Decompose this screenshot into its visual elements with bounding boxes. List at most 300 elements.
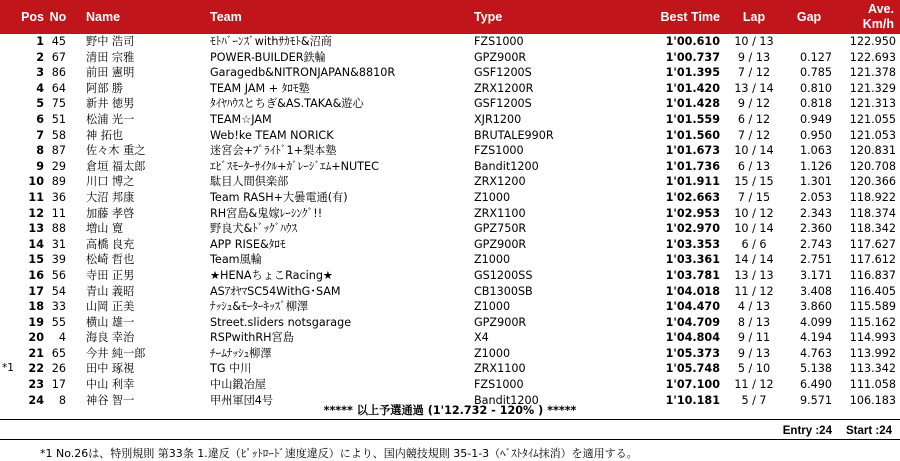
cell-no (44, 299, 72, 315)
cell-gap-text: 3.860 (799, 300, 832, 314)
cell-best (632, 159, 724, 175)
cell-best-text: 1'02.970 (665, 222, 720, 236)
cell-team (208, 377, 472, 393)
cell-gap-text: 5.138 (799, 362, 832, 376)
cell-best-text: 1'01.395 (665, 66, 720, 80)
cell-gap-text: 4.099 (799, 315, 832, 329)
cell-team-text: Street.sliders notsgarage (210, 315, 352, 329)
cell-name (72, 268, 208, 284)
cell-lap-text: 7 / 15 (737, 190, 771, 204)
cell-team-text: ｴﾋﾞｽﾓｰﾀｰｻｲｸﾙ+ｶﾞﾚｰｼﾞｴﾑ+NUTEC (210, 159, 379, 173)
cell-team-text: TEAM☆JAM (210, 112, 272, 126)
cell-best-text: 1'05.748 (665, 362, 720, 376)
cell-type-text: GPZ900R (474, 315, 527, 329)
cell-best (632, 315, 724, 331)
cell-team (208, 112, 472, 128)
cell-pos-text: 14 (28, 237, 44, 251)
cell-lap-text: 9 / 11 (737, 331, 771, 345)
cell-lap (724, 346, 784, 362)
cell-no-text: 54 (51, 284, 66, 298)
cell-gap (784, 159, 834, 175)
cell-team (208, 96, 472, 112)
table-row (0, 96, 900, 112)
cell-pos (0, 128, 44, 144)
cell-gap-text: 2.751 (799, 253, 832, 267)
cell-type (472, 50, 632, 66)
cell-pos-text: 9 (36, 159, 44, 173)
cell-no (44, 34, 72, 50)
cell-gap-text: 9.571 (799, 393, 832, 407)
cell-no (44, 50, 72, 66)
cell-pos (0, 315, 44, 331)
cell-ave (834, 268, 900, 284)
cell-pos (0, 206, 44, 222)
cell-best (632, 81, 724, 97)
cell-gap (784, 65, 834, 81)
cell-ave-text: 115.589 (849, 300, 896, 314)
cell-lap-text: 9 / 13 (737, 346, 771, 360)
table-row (0, 237, 900, 253)
cell-ave (834, 159, 900, 175)
col-header-ave-line2: Km/h (862, 17, 894, 31)
cell-type-text: GSF1200S (474, 66, 532, 80)
cell-best-text: 1'04.470 (665, 300, 720, 314)
cell-no (44, 65, 72, 81)
cell-type-text: Bandit1200 (474, 159, 539, 173)
cell-gap (784, 143, 834, 159)
cell-type-text: Z1000 (474, 190, 511, 204)
col-header-name: Name (72, 0, 208, 34)
cell-ave (834, 221, 900, 237)
cell-type (472, 65, 632, 81)
cell-type-text: Z1000 (474, 300, 511, 314)
cell-team-text: ﾅｯｼｭ&ﾓｰﾀｰｷｯｽﾞ柳澤 (210, 300, 309, 314)
cell-name-text: 川口 博之 (86, 175, 135, 189)
cell-no-text: 58 (51, 128, 66, 142)
cell-gap-text: 4.763 (799, 346, 832, 360)
cell-gap (784, 268, 834, 284)
table-row (0, 65, 900, 81)
table-row (0, 81, 900, 97)
cell-ave (834, 206, 900, 222)
cell-best (632, 34, 724, 50)
cell-no-text: 87 (51, 144, 66, 158)
table-row (0, 159, 900, 175)
cell-pos-text: 15 (28, 253, 44, 267)
cell-pos (0, 81, 44, 97)
cell-best-text: 1'04.804 (665, 331, 720, 345)
cell-ave-text: 106.183 (849, 393, 896, 407)
cell-name (72, 96, 208, 112)
cell-name (72, 50, 208, 66)
cell-lap (724, 299, 784, 315)
cell-no-text: 11 (51, 206, 66, 220)
cell-lap-text: 10 / 12 (734, 206, 774, 220)
cell-gap-text: 2.360 (799, 222, 832, 236)
cell-name (72, 237, 208, 253)
cell-pos (0, 65, 44, 81)
cell-pos (0, 299, 44, 315)
cell-lap (724, 50, 784, 66)
cell-no (44, 174, 72, 190)
cell-lap-text: 13 / 13 (734, 268, 774, 282)
cell-ave-text: 122.693 (849, 50, 896, 64)
cell-team-text: 迷宮会+ﾌﾟﾗｲﾄﾞ1+梨本塾 (210, 144, 337, 158)
cell-lap-text: 13 / 14 (734, 81, 774, 95)
cell-ave (834, 128, 900, 144)
cell-ave-text: 113.342 (849, 362, 896, 376)
cell-lap (724, 221, 784, 237)
cell-pos-text: 22 (28, 362, 44, 376)
cell-team (208, 237, 472, 253)
cell-ave (834, 346, 900, 362)
cell-name-text: 高橋 良充 (86, 237, 135, 251)
cell-ave-text: 113.992 (849, 346, 896, 360)
cell-best-text: 1'05.373 (665, 346, 720, 360)
table-row (0, 221, 900, 237)
cell-lap (724, 237, 784, 253)
table-row (0, 346, 900, 362)
cell-lap-text: 4 / 13 (737, 300, 771, 314)
cell-team-text: Web!ke TEAM NORICK (210, 128, 334, 142)
cell-team (208, 174, 472, 190)
cell-gap (784, 284, 834, 300)
cell-team (208, 252, 472, 268)
cell-type-text: FZS1000 (474, 378, 524, 392)
cell-best (632, 65, 724, 81)
table-row (0, 206, 900, 222)
cell-pos-text: 21 (28, 346, 44, 360)
cell-gap (784, 346, 834, 362)
cell-best-text: 1'02.663 (665, 190, 720, 204)
penalty-footnote: *1 No.26は、特別規則 第33条 1.違反（ﾋﾟｯﾄﾛｰﾄﾞ速度違反）により、国内競技規則 35-1-3（ﾍﾞｽﾄﾀｲﾑ抹消）を適用する。 (40, 447, 638, 460)
cell-best (632, 284, 724, 300)
cell-team-text: ★HENAちょこRacing★ (210, 268, 333, 282)
cell-team-text: TEAM JAM + ﾀﾛﾓ塾 (210, 81, 310, 95)
cell-no-text: 86 (51, 66, 66, 80)
cell-ave (834, 81, 900, 97)
cell-lap (724, 174, 784, 190)
cell-name-text: 田中 琢視 (86, 362, 135, 376)
cell-no-text: 45 (51, 35, 66, 48)
cell-gap-text: 2.053 (799, 190, 832, 204)
cell-lap (724, 361, 784, 377)
col-header-best-time: Best Time (632, 0, 724, 34)
cell-name (72, 206, 208, 222)
cell-lap-text: 6 / 13 (737, 159, 771, 173)
col-header-no: No (44, 0, 72, 34)
cell-pos-text: 18 (28, 300, 44, 314)
cell-gap (784, 330, 834, 346)
cell-no-text: 89 (51, 175, 66, 189)
table-row (0, 377, 900, 393)
cell-no-text: 67 (51, 50, 66, 64)
cell-lap (724, 112, 784, 128)
cell-best (632, 237, 724, 253)
cell-pos (0, 284, 44, 300)
cell-lap (724, 81, 784, 97)
cell-lap (724, 34, 784, 50)
cell-pos (0, 174, 44, 190)
cell-no-text: 33 (51, 300, 66, 314)
cell-lap (724, 128, 784, 144)
cell-pos-text: 20 (28, 331, 44, 345)
cell-best (632, 143, 724, 159)
cell-pos (0, 96, 44, 112)
table-row (0, 34, 900, 50)
cell-lap (724, 190, 784, 206)
cell-name-text: 海良 幸治 (86, 331, 135, 345)
cell-no (44, 159, 72, 175)
cell-team (208, 34, 472, 50)
cell-ave (834, 361, 900, 377)
table-row (0, 268, 900, 284)
cell-lap (724, 268, 784, 284)
cell-type-text: BRUTALE990R (474, 128, 554, 142)
cell-ave-text: 117.627 (849, 237, 896, 251)
cell-lap-text: 11 / 12 (734, 284, 774, 298)
cell-ave-text: 116.837 (849, 268, 896, 282)
cell-best-text: 1'00.610 (665, 35, 720, 48)
cell-type (472, 96, 632, 112)
cell-gap (784, 190, 834, 206)
cell-lap (724, 284, 784, 300)
cell-gap-text: 0.818 (799, 97, 832, 111)
cell-lap (724, 159, 784, 175)
cell-ave (834, 50, 900, 66)
cell-no-text: 31 (51, 237, 66, 251)
cell-team (208, 315, 472, 331)
cell-gap-text: 3.171 (799, 268, 832, 282)
cell-no (44, 284, 72, 300)
cell-ave (834, 252, 900, 268)
cell-name (72, 143, 208, 159)
cell-gap-text: 3.408 (799, 284, 832, 298)
cell-gap (784, 237, 834, 253)
cell-no-text: 26 (51, 362, 66, 376)
cell-name (72, 112, 208, 128)
cell-name-text: 神 拓也 (86, 128, 124, 142)
cell-ave-text: 111.058 (849, 378, 896, 392)
cell-team-text: Team RASH+大曇電通(有) (210, 190, 348, 204)
cell-pos-text: 11 (28, 190, 44, 204)
cell-no-text: 65 (51, 346, 66, 360)
row-note-marker: *1 (2, 362, 14, 375)
cell-pos-text: 5 (36, 97, 44, 111)
cell-type-text: GPZ750R (474, 222, 527, 236)
cell-ave-text: 116.405 (849, 284, 896, 298)
cell-gap-text: 0.785 (799, 66, 832, 80)
cell-team (208, 65, 472, 81)
table-row (0, 112, 900, 128)
cell-team (208, 330, 472, 346)
cell-type (472, 112, 632, 128)
cell-lap (724, 252, 784, 268)
cell-no (44, 81, 72, 97)
cell-name-text: 寺田 正男 (86, 268, 135, 282)
cell-best (632, 190, 724, 206)
cell-lap-text: 9 / 13 (737, 50, 771, 64)
cell-lap (724, 377, 784, 393)
cell-no-text: 55 (51, 315, 66, 329)
cell-no (44, 377, 72, 393)
cell-team (208, 361, 472, 377)
cell-team-text: ASｱｵﾔﾏSC54WithG･SAM (210, 284, 341, 298)
cell-pos-text: 19 (28, 315, 44, 329)
cell-type (472, 174, 632, 190)
cell-best-text: 1'01.911 (665, 175, 720, 189)
cell-type (472, 237, 632, 253)
col-header-ave-line1: Ave. (868, 2, 894, 16)
cell-pos (0, 143, 44, 159)
cell-best (632, 299, 724, 315)
cell-name-text: 増山 寛 (86, 222, 124, 236)
cell-type-text: FZS1000 (474, 144, 524, 158)
cell-name-text: 青山 義昭 (86, 284, 135, 298)
cell-type-text: CB1300SB (474, 284, 533, 298)
cell-ave (834, 284, 900, 300)
cell-no (44, 252, 72, 268)
cell-no-text: 75 (51, 97, 66, 111)
cell-team-text: RSPwithRH宮島 (210, 331, 294, 345)
cell-ave (834, 315, 900, 331)
cell-pos-text: 17 (28, 284, 44, 298)
table-row (0, 299, 900, 315)
cell-best (632, 112, 724, 128)
table-row (0, 330, 900, 346)
cell-best (632, 252, 724, 268)
cell-no (44, 206, 72, 222)
cell-gap (784, 206, 834, 222)
cell-lap-text: 8 / 13 (737, 315, 771, 329)
cell-ave-text: 121.055 (849, 112, 896, 126)
cell-no (44, 143, 72, 159)
cell-type (472, 315, 632, 331)
cell-pos (0, 190, 44, 206)
table-row (0, 128, 900, 144)
cell-pos (0, 346, 44, 362)
cell-no-text: 17 (51, 378, 66, 392)
cell-ave-text: 121.378 (849, 66, 896, 80)
cell-name (72, 190, 208, 206)
cell-pos (0, 159, 44, 175)
cell-name-text: 松崎 哲也 (86, 253, 135, 267)
cell-no (44, 237, 72, 253)
cell-type (472, 221, 632, 237)
cell-gap-text: 2.343 (799, 206, 832, 220)
cell-ave (834, 377, 900, 393)
cell-gap-text: 0.810 (799, 81, 832, 95)
cell-best-text: 1'01.420 (665, 81, 720, 95)
cell-name-text: 松浦 光一 (86, 112, 135, 126)
cell-name (72, 221, 208, 237)
cell-no (44, 190, 72, 206)
cell-team (208, 128, 472, 144)
cell-team (208, 268, 472, 284)
cell-gap-text: 4.194 (799, 331, 832, 345)
cell-ave (834, 112, 900, 128)
cell-ave-text: 115.162 (849, 315, 896, 329)
cell-team (208, 50, 472, 66)
cell-type (472, 190, 632, 206)
cell-best-text: 1'01.428 (665, 97, 720, 111)
cell-ave (834, 190, 900, 206)
cell-ave-text: 121.053 (849, 128, 896, 142)
cell-team (208, 221, 472, 237)
cell-type (472, 284, 632, 300)
cell-best-text: 1'03.361 (665, 253, 720, 267)
cell-best-text: 1'04.018 (665, 284, 720, 298)
cell-name (72, 34, 208, 50)
cell-pos-text: 1 (36, 35, 44, 48)
cell-name (72, 299, 208, 315)
cell-type-text: FZS1000 (474, 35, 524, 48)
cell-lap-text: 6 / 6 (741, 237, 767, 251)
table-row (0, 315, 900, 331)
cell-pos-text: 16 (28, 268, 44, 282)
cell-team-text: Garagedb&NITRONJAPAN&8810R (210, 66, 396, 80)
cell-type (472, 252, 632, 268)
cell-name-text: 今井 純一郎 (86, 346, 146, 360)
cell-name-text: 前田 憲明 (86, 66, 135, 80)
cell-gap (784, 315, 834, 331)
cell-best-text: 1'03.353 (665, 237, 720, 251)
cell-pos (0, 268, 44, 284)
cell-type-text: ZRX1100 (474, 206, 526, 220)
cell-no-text: 4 (58, 331, 66, 345)
cell-gap-text: 1.063 (799, 144, 832, 158)
cell-best-text: 1'01.673 (665, 144, 720, 158)
cell-gap (784, 128, 834, 144)
cell-no (44, 96, 72, 112)
cell-lap-text: 7 / 12 (737, 128, 771, 142)
cell-name (72, 159, 208, 175)
cell-ave-text: 120.831 (849, 144, 896, 158)
cell-best-text: 1'02.953 (665, 206, 720, 220)
cell-best-text: 1'07.100 (665, 378, 720, 392)
cell-lap-text: 7 / 12 (737, 66, 771, 80)
cell-no (44, 128, 72, 144)
cell-name-text: 大沼 邦康 (86, 190, 135, 204)
cell-lap (724, 330, 784, 346)
cell-gap-text: 0.949 (799, 112, 832, 126)
cell-type (472, 206, 632, 222)
cell-team-text: APP RISE&ﾀﾛﾓ (210, 237, 286, 251)
cell-team (208, 143, 472, 159)
table-row (0, 284, 900, 300)
cell-lap (724, 143, 784, 159)
cell-type (472, 143, 632, 159)
cell-ave (834, 237, 900, 253)
cell-gap (784, 112, 834, 128)
cell-name (72, 128, 208, 144)
cell-no (44, 315, 72, 331)
cell-type-text: Z1000 (474, 253, 511, 267)
cell-pos-text: 4 (36, 81, 44, 95)
cell-no-text: 29 (51, 159, 66, 173)
cell-best-text: 1'10.181 (665, 393, 720, 407)
cell-team (208, 190, 472, 206)
cell-gap (784, 34, 834, 50)
cell-type-text: ZRX1100 (474, 362, 526, 376)
cell-best (632, 206, 724, 222)
cell-pos (0, 361, 44, 377)
cell-name (72, 315, 208, 331)
cell-type-text: Bandit1200 (474, 393, 539, 407)
cell-type-text: ZRX1200R (474, 81, 534, 95)
cell-type-text: Z1000 (474, 346, 511, 360)
cell-gap-text: 0.950 (799, 128, 832, 142)
